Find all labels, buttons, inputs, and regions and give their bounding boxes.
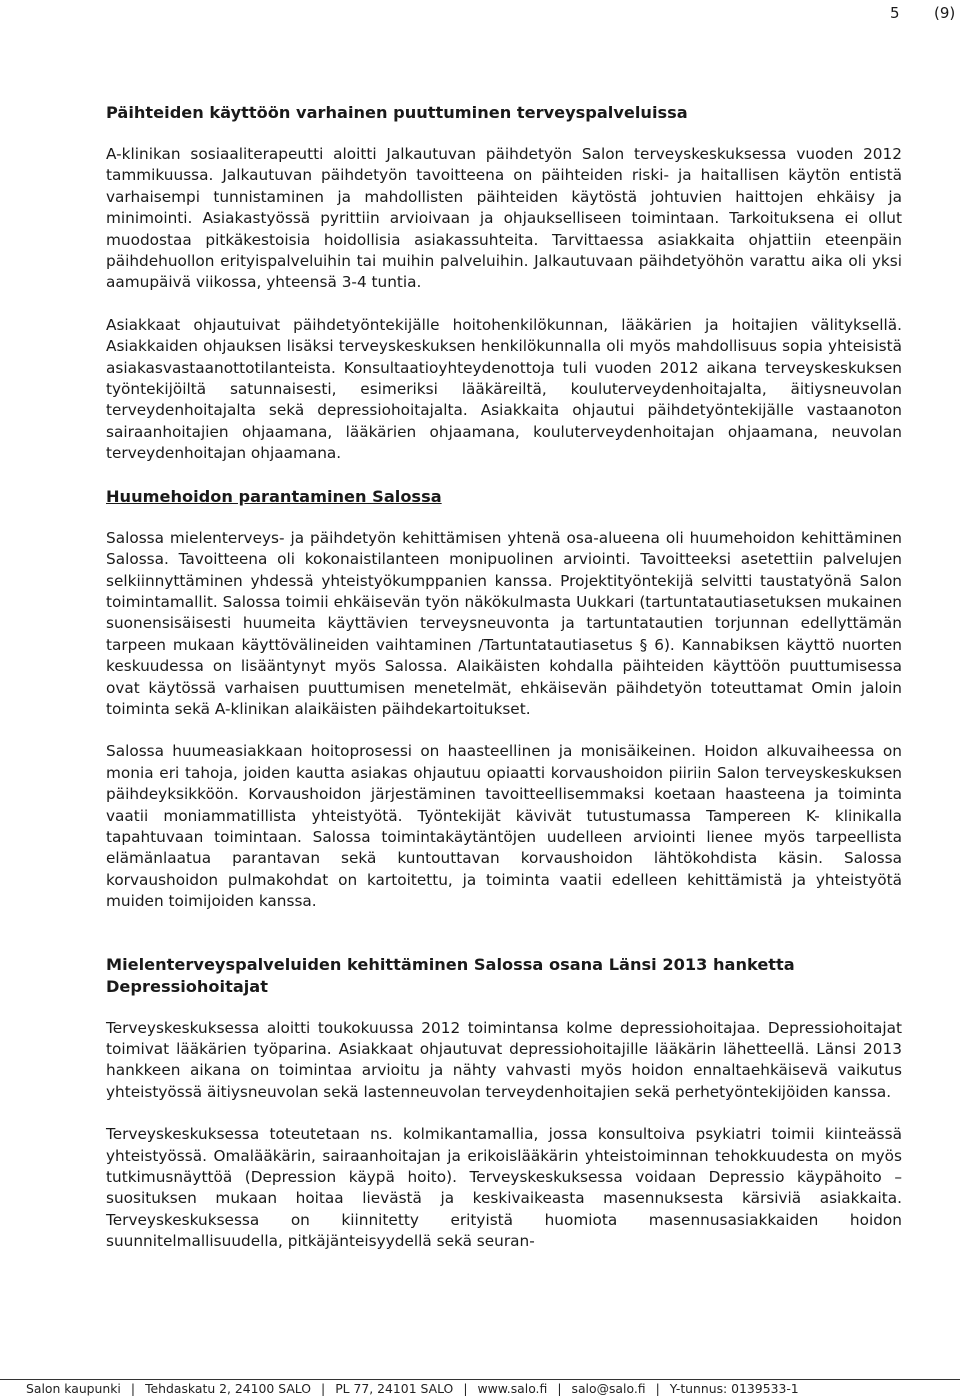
footer-web-link[interactable]: www.salo.fi [477,1381,548,1396]
paragraph: A-klinikan sosiaaliterapeutti aloitti Jalkautuvan päihdetyön Salon terveyskeskuksessa vuoden 2012 tammikuussa. Jalkautuvan päihdetyön tavoitteena on päihteiden riski- ja haitallisen käytön entistä varhaisempi tunnistaminen ja mahdollisten päihteiden käytöstä johtuvien haittojen ehkäisy ja minimointi. Asiakastyössä pyrittiin arvioivaan ja ohjaukselliseen toimintaan. Tarkoituksena ei ollut muodostaa pitkäkestoisia hoidollisia asiakassuhteita. Tarvittaessa asiakkaita ohjattiin eteenpäin päihdehuollon erityispalveluihin tai muihin palveluihin. Jalkautuvaan päihdetyöhön varattu aika oli yksi aamupäivä viikossa, yhteensä 3-4 tuntia. [106,145,902,292]
paragraph: Salossa huumeasiakkaan hoitoprosessi on haasteellinen ja monisäikeinen. Hoidon alkuvaiheessa on monia eri tahoja, joiden kautta asiakas ohjautuu opiaatti korvaushoidon piiriin Salon terveyskeskuksen päihdeyksikköön. Korvaushoidon järjestäminen tavoitteellisemmaksi koetaan haasteena ja toiminta vaatii moniammatillista yhteistyötä. Työntekijät kävivät tutustumassa Tampereen K- klinikalla tapahtuvaan toimintaan. Salossa toimintakäytäntöjen uudelleen arviointi lienee myös tarpeellista elämänlaatua parantavan sekä kuntouttavan korvaushoidon lähtökohdista käsin. Salossa korvaushoidon pulmakohdat on kartoitettu, ja toiminta vaatii edelleen kehittämistä ja yhteistyötä muiden toimijoiden kanssa. [106,742,902,911]
page-number-total: (9) [934,4,956,22]
subsection-heading-depressiohoitajat: Depressiohoitajat [106,976,268,996]
footer-org: Salon kaupunki [26,1381,121,1396]
paragraph: Asiakkaat ohjautuivat päihdetyöntekijälle hoitohenkilökunnan, lääkärien ja hoitajien välityksellä. Asiakkaiden ohjauksen lisäksi terveyskeskuksen henkilökunnalla oli myös mahdollisuus sopia yhteisistä asiakasvastaanottotilanteista. Konsultaatioyhteydenottoja tuli vuoden 2012 aikana terveyskeskuksen työntekijöiltä satunnaisesti, esimeriksi lääkäreiltä, kouluterveydenhoitajalta, äitiysneuvolan terveydenhoitajalta sekä depressiohoitajalta. Asiakkaita ohjautui päihdetyöntekijälle vastaanoton sairaanhoitajien ohjaamana, lääkärien ohjaamana, kouluterveydenhoitajan ohjaamana, neuvolan terveydenhoitajan ohjaamana. [106,315,902,463]
footer-pobox: PL 77, 24101 SALO [335,1381,454,1396]
paragraph: Terveyskeskuksessa toteutetaan ns. kolmikantamallia, jossa konsultoiva psykiatri toimii kiinteässä yhteistyössä. Omalääkärin, sairaanhoitajan ja erikoislääkärin yhteistoiminnan tehokkuudesta on myös tutkimusnäyttöä (Depression käypä hoito). Terveyskeskuksessa voidaan Depressio käypähoito – suosituksen mukaan hoitaa lievästä ja keskivaikeasta masennuksesta kärsiviä asiakkaita. Terveyskeskuksessa on kiinnitetty erityistä huomiota masennusasiakkaiden hoidon suunnitelmallisuudella, pitkäjänteisyydellä sekä seuran- [106,1125,902,1251]
paragraph: Salossa mielenterveys- ja päihdetyön kehittämisen yhtenä osa-alueena oli huumehoidon kehittäminen Salossa. Tavoitteena oli kokonaistilanteen monipuolinen arviointi. Tavoitteeksi asetettiin palvelujen selkiinnyttäminen yhdessä yhteistyökumppanien kanssa. Projektityöntekijä selvitti taustatyönä Salon toimintamallit. Salossa toimii ehkäisevän työn näkökulmasta Uukkari (tartuntatautiasetuksen mukainen suonensisäisesti huumeita käyttävien terveysneuvonta ja tartuntatautien torjunnan edellyttämän tarpeen mukaan käyttövälineiden vaihtaminen /Tartuntatautiasetus § 6). Kannabiksen käyttö nuorten keskuudessa on lisääntynyt myös Salossa. Alaikäisten kohdalla päihteiden käyttöön puuttumisessa ovat käytössä varhaisen puuttumisen menetelmät, ehkäisevän päihdetyön toteuttamat Omin jaloin toiminta sekä A-klinikan alaikäisten päihdekartoitukset. [106,528,902,718]
page-footer: Salon kaupunki | Tehdaskatu 2, 24100 SALO | PL 77, 24101 SALO | www.salo.fi | salo@salo.fi | Y-tunnus: 0139533-1 [0,1379,960,1396]
section-heading-varhainen-puuttuminen: Päihteiden käyttöön varhainen puuttuminen terveyspalveluissa [106,103,688,122]
section-heading-mielenterveyspalvelut: Mielenterveyspalveluiden kehittäminen Salossa osana Länsi 2013 hanketta [106,954,795,974]
paragraph: Terveyskeskuksessa aloitti toukokuussa 2012 toimintansa kolme depressiohoitajaa. Depressiohoitajat toimivat lääkärien työparina. Asiakkaat ohjautuvat depressiohoitajille lääkärin lähetteellä. Länsi 2013 hankkeen aikana on toimintaa arvioitu ja nähty vahvasti myös hoidon ennaltaehkäisevä vaikutus yhteistyössä äitiysneuvolan sekä lastenneuvolan terveydenhoitajien sekä perhetyöntekijöiden kanssa. [106,1018,902,1101]
footer-email-link[interactable]: salo@salo.fi [571,1381,646,1396]
footer-address: Tehdaskatu 2, 24100 SALO [145,1381,312,1396]
section-heading-huumehoito: Huumehoidon parantaminen Salossa [106,486,442,506]
footer-business-id: Y-tunnus: 0139533-1 [669,1381,799,1396]
page-number-current: 5 [890,4,900,22]
document-body [106,102,902,1253]
